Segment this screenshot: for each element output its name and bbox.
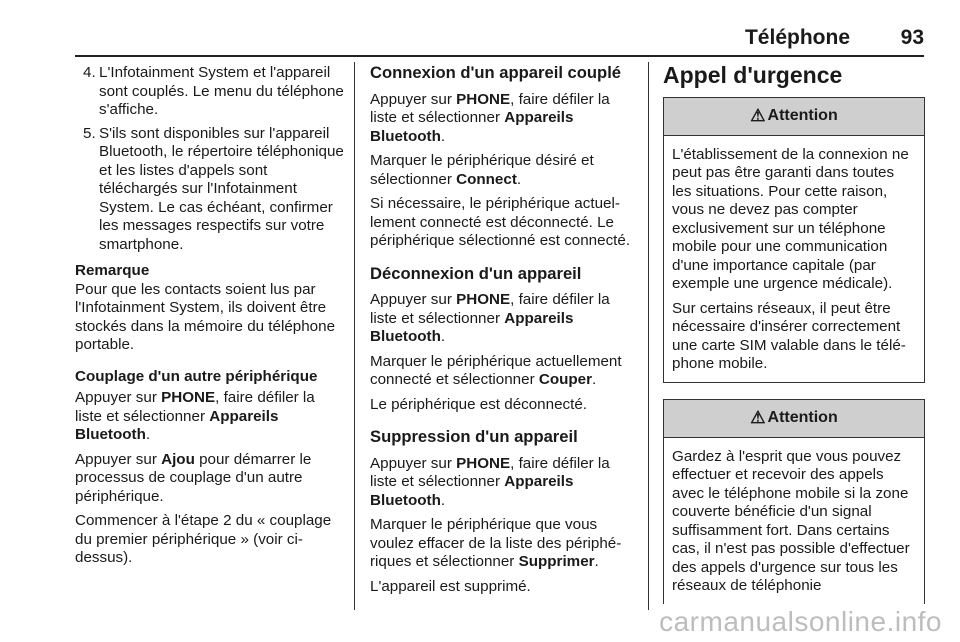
remark-text: Pour que les contacts soient lus par l'Infotainment System, ils doivent être stockés dans la mémoire du téléphone portable. <box>75 280 336 353</box>
warning-box <box>663 399 925 604</box>
section-heading: Déconnexion d'un appareil <box>370 263 582 283</box>
column-divider-2 <box>648 62 649 610</box>
paragraph: L'appareil est supprimé. <box>370 577 531 595</box>
section-heading: Connexion d'un appareil couplé <box>370 63 622 82</box>
warning-header <box>664 98 924 136</box>
column-2 <box>370 64 638 602</box>
paragraph: Appuyer sur Ajou pour démarrer le processus de couplage d'un autre périphérique. <box>75 450 312 505</box>
list-number: 4. <box>83 64 96 81</box>
column-3 <box>663 64 925 613</box>
warning-body <box>664 438 924 604</box>
paragraph: Appuyer sur PHONE, faire défiler la liste et sélectionner Appareils Bluetooth. <box>370 90 610 145</box>
column-divider-1 <box>354 62 355 610</box>
warning-body <box>664 136 924 382</box>
section-heading: Appel d'urgence <box>663 62 843 88</box>
warning-box <box>663 97 925 383</box>
section-heading: Suppression d'un appareil <box>370 427 578 446</box>
warning-title: Attention <box>767 106 838 124</box>
list-text: L'Infotainment System et l'appareil sont couplés. Le menu du téléphone s'affiche. <box>99 64 344 118</box>
list-item <box>75 125 345 255</box>
remark-label: Remarque <box>75 262 150 279</box>
paragraph: Le périphérique est déconnecté. <box>370 395 588 413</box>
paragraph: Si nécessaire, le périphérique actuellement connecté est déconnecté. Le périphérique sélectionné est connecté. <box>370 195 631 249</box>
header-rule <box>75 55 924 57</box>
watermark: carmanualsonline.info <box>659 606 942 637</box>
column-1 <box>75 64 345 574</box>
paragraph: Commencer à l'étape 2 du « couplage du premier périphérique » (voir ci-dessus). <box>75 512 332 566</box>
paragraph: Marquer le périphérique désiré et sélectionner Connect. <box>370 152 594 188</box>
paragraph: Appuyer sur PHONE, faire défiler la liste et sélectionner Appareils Bluetooth. <box>75 389 315 443</box>
list-item <box>75 64 345 120</box>
paragraph: Sur certains réseaux, il peut être nécessaire d'insérer correctement une carte SIM valable dans le téléphone mobile. <box>672 299 906 372</box>
section-heading: Couplage d'un autre périphérique <box>75 367 318 385</box>
page-number: 93 <box>900 26 924 49</box>
warning-title: Attention <box>767 408 838 426</box>
paragraph: Appuyer sur PHONE, faire défiler la liste et sélectionner Appareils Bluetooth. <box>370 291 610 345</box>
warning-triangle-icon: ⚠ <box>750 105 766 125</box>
warning-header <box>664 400 924 438</box>
paragraph: L'établissement de la connexion ne peut pas être garanti dans toutes les situations. Pour cette raison, vous ne devez pas compter exclusivement sur un téléphone mobile pour une communication d'une importance capitale (par exemple une urgence médicale). <box>672 145 909 292</box>
paragraph: Appuyer sur PHONE, faire défiler la liste et sélectionner Appareils Bluetooth. <box>370 454 610 509</box>
paragraph: Gardez à l'esprit que vous pouvez effectuer et recevoir des appels avec le téléphone mobile si la zone couverte bénéficie d'un signal suffisamment fort. Dans certains cas, il n'est pas possible d'effectuer des appels d'urgence sur tous les réseaux de téléphonie <box>672 447 910 594</box>
remark-block <box>75 262 345 355</box>
list-text: S'ils sont disponibles sur l'appareil Bluetooth, le répertoire téléphonique et les listes d'appels sont téléchargés sur l'Infotainment System. Le cas échéant, confirmer les messages respectifs sur votre smartphone. <box>99 124 344 253</box>
paragraph: Marquer le périphérique actuellement connecté et sélectionner Couper. <box>370 352 622 388</box>
paragraph: Marquer le périphérique que vous voulez effacer de la liste des périphériques et sélectionner Supprimer. <box>370 516 622 570</box>
list-number: 5. <box>83 124 96 142</box>
page-title: Téléphone <box>744 26 850 49</box>
warning-triangle-icon: ⚠ <box>750 407 766 427</box>
